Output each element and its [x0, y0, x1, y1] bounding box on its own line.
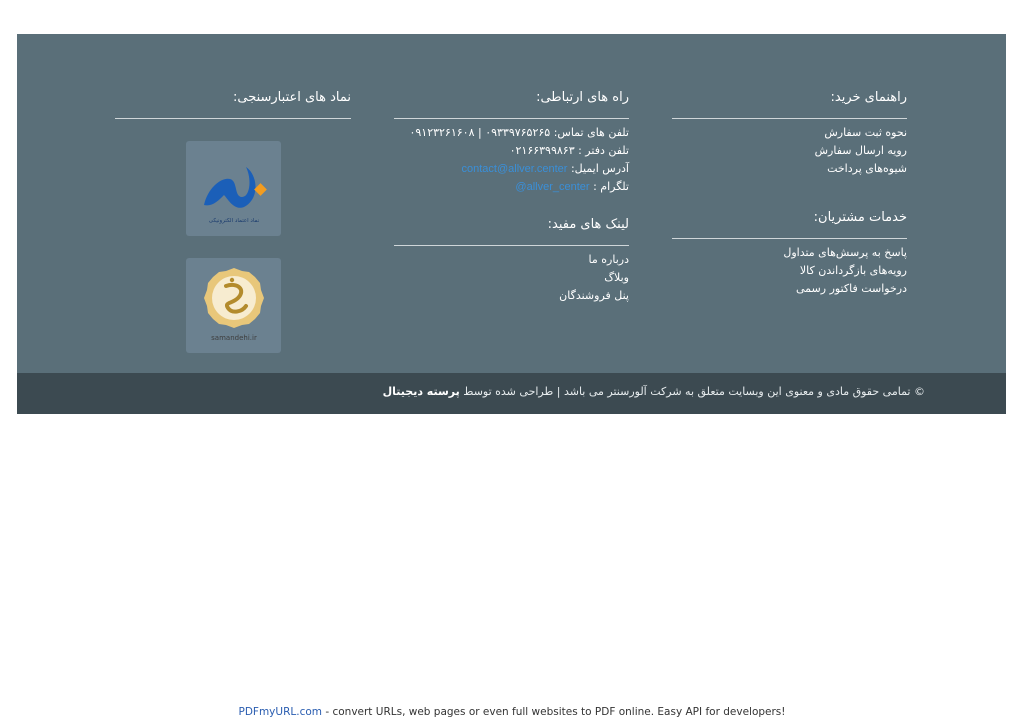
- shopping-guide-title: راهنمای خرید:: [830, 90, 907, 105]
- copyright-text: [383, 385, 925, 399]
- samandehi-badge[interactable]: [186, 258, 281, 353]
- useful-links-divider: [394, 245, 629, 246]
- contact-column: [394, 90, 629, 200]
- shopping-guide-divider: [672, 118, 907, 119]
- enamad-logo-icon: [194, 149, 274, 229]
- phone-label: تلفن های تماس:: [553, 126, 629, 139]
- customer-services-divider: [672, 238, 907, 239]
- office-phone-line: [510, 144, 629, 158]
- samandehi-caption: samandehi.ir: [210, 333, 257, 342]
- customer-services-title: خدمات مشتریان:: [813, 210, 907, 225]
- email-label: آدرس ایمیل:: [570, 162, 629, 175]
- about-us-link[interactable]: درباره ما: [588, 253, 629, 266]
- payment-methods-link[interactable]: شیوه‌های پرداخت: [827, 162, 907, 175]
- faq-link[interactable]: پاسخ به پرسش‌های متداول: [783, 246, 907, 259]
- telegram-label: تلگرام :: [593, 180, 629, 193]
- enamad-caption: نماد اعتماد الکترونیکی: [208, 217, 259, 224]
- returns-link[interactable]: رویه‌های بازگرداندن کالا: [799, 264, 907, 277]
- email-link[interactable]: contact@allver.center: [461, 163, 568, 175]
- office-phone-value[interactable]: ۰۲۱۶۶۳۹۹۸۶۳: [509, 144, 575, 157]
- shopping-guide-column: [672, 90, 907, 200]
- enamad-badge[interactable]: [186, 141, 281, 236]
- phone-line: [409, 126, 629, 140]
- pdfmyurl-link[interactable]: PDFmyURL.com: [238, 706, 322, 718]
- site-footer: [17, 34, 1006, 373]
- trust-badges-title: نماد های اعتبارسنجی:: [232, 90, 351, 105]
- phone-value[interactable]: ۰۹۳۳۹۷۶۵۲۶۵ | ۰۹۱۲۳۲۶۱۶۰۸: [409, 126, 551, 139]
- blog-link[interactable]: وبلاگ: [604, 271, 629, 284]
- contact-divider: [394, 118, 629, 119]
- useful-links-title: لینک های مفید:: [547, 217, 629, 232]
- pdf-note-text: - convert URLs, web pages or even full websites to PDF online. Easy API for developers!: [322, 706, 786, 718]
- designer-link[interactable]: پرسته دیجیتال: [382, 385, 460, 398]
- trust-badges-divider: [115, 118, 351, 119]
- order-registration-link[interactable]: نحوه ثبت سفارش: [824, 126, 907, 139]
- copyright-statement: © تمامی حقوق مادی و معنوی این وبسایت متعلق به شرکت آلورسنتر می باشد | طراحی شده توسط: [463, 385, 925, 398]
- sellers-panel-link[interactable]: پنل فروشندگان: [559, 289, 629, 302]
- telegram-link[interactable]: @allver_center: [515, 181, 590, 193]
- samandehi-seal-icon: [194, 262, 274, 350]
- useful-links-column: [394, 217, 629, 312]
- customer-services-column: [672, 210, 907, 310]
- contact-title: راه های ارتباطی:: [536, 90, 629, 105]
- trust-badges-column: [115, 90, 351, 125]
- pdf-footer-note: [0, 706, 1024, 718]
- office-phone-label: تلفن دفتر :: [578, 144, 629, 157]
- telegram-line: [515, 180, 629, 194]
- official-invoice-link[interactable]: درخواست فاکتور رسمی: [796, 282, 907, 295]
- order-shipping-link[interactable]: رویه ارسال سفارش: [814, 144, 907, 157]
- email-line: [462, 162, 629, 176]
